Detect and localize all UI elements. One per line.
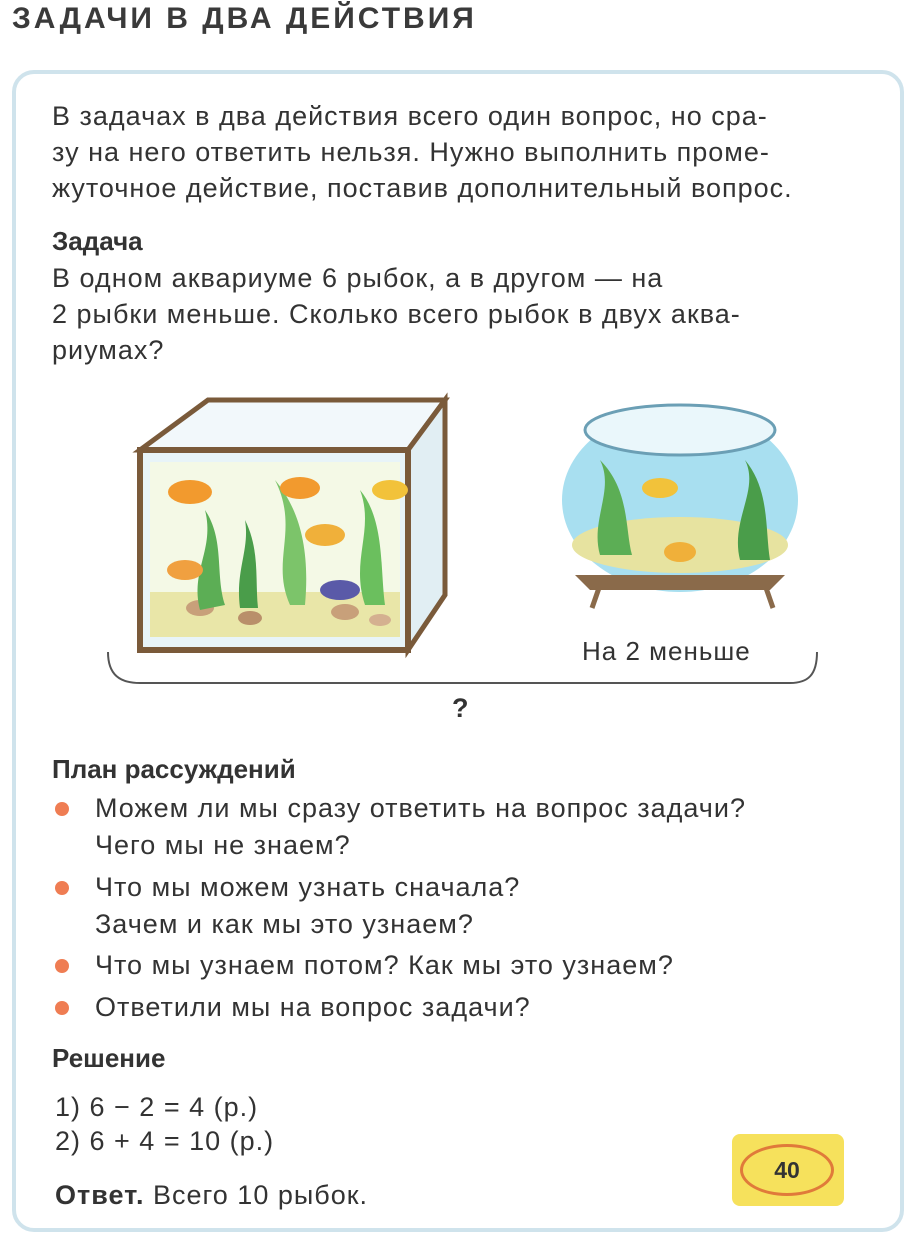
plan-item-line: Что мы можем узнать сначала? — [95, 872, 521, 902]
plan-heading: План рассуждений — [52, 754, 296, 784]
problem-line: риумах? — [52, 335, 165, 365]
difference-label: На 2 меньше — [582, 636, 751, 666]
plan-item — [55, 790, 746, 864]
aquarium-illustration — [0, 380, 917, 700]
bullet-icon — [55, 1001, 69, 1015]
bullet-icon — [55, 802, 69, 816]
intro-paragraph — [52, 98, 872, 206]
intro-line: зу на него ответить нельзя. Нужно выполнить проме- — [52, 137, 770, 167]
problem-heading: Задача — [52, 226, 143, 256]
plan-item-line: Ответили мы на вопрос задачи? — [95, 992, 531, 1022]
plan-item-line: Можем ли мы сразу ответить на вопрос задачи? — [95, 793, 746, 823]
bullet-icon — [55, 881, 69, 895]
page-number-badge — [732, 1134, 844, 1206]
answer-line — [55, 1180, 368, 1211]
plan-item — [55, 989, 531, 1026]
problem-line: В одном аквариуме 6 рыбок, а в другом — на — [52, 263, 664, 293]
solution-step: 2) 6 + 4 = 10 (р.) — [55, 1126, 275, 1156]
plan-item-line: Зачем и как мы это узнаем? — [95, 909, 474, 939]
problem-line: 2 рыбки меньше. Сколько всего рыбок в двух аква- — [52, 299, 741, 329]
plan-item — [55, 947, 674, 984]
answer-text: Всего 10 рыбок. — [153, 1180, 369, 1210]
problem-text — [52, 260, 872, 368]
solution-heading: Решение — [52, 1043, 166, 1073]
plan-item — [55, 869, 520, 943]
fishbowl-image — [562, 405, 798, 608]
answer-label: Ответ. — [55, 1180, 145, 1210]
page-number: 40 — [740, 1144, 834, 1196]
plan-item-line: Чего мы не знаем? — [95, 830, 351, 860]
total-question-mark: ? — [452, 693, 469, 723]
rect-aquarium-image — [140, 400, 445, 650]
plan-item-line: Что мы узнаем потом? Как мы это узнаем? — [95, 950, 674, 980]
solution-step: 1) 6 − 2 = 4 (р.) — [55, 1092, 259, 1122]
bullet-icon — [55, 959, 69, 973]
intro-line: жуточное действие, поставив дополнительный вопрос. — [52, 173, 793, 203]
intro-line: В задачах в два действия всего один вопрос, но сра- — [52, 101, 768, 131]
page-title: ЗАДАЧИ В ДВА ДЕЙСТВИЯ — [12, 2, 477, 35]
